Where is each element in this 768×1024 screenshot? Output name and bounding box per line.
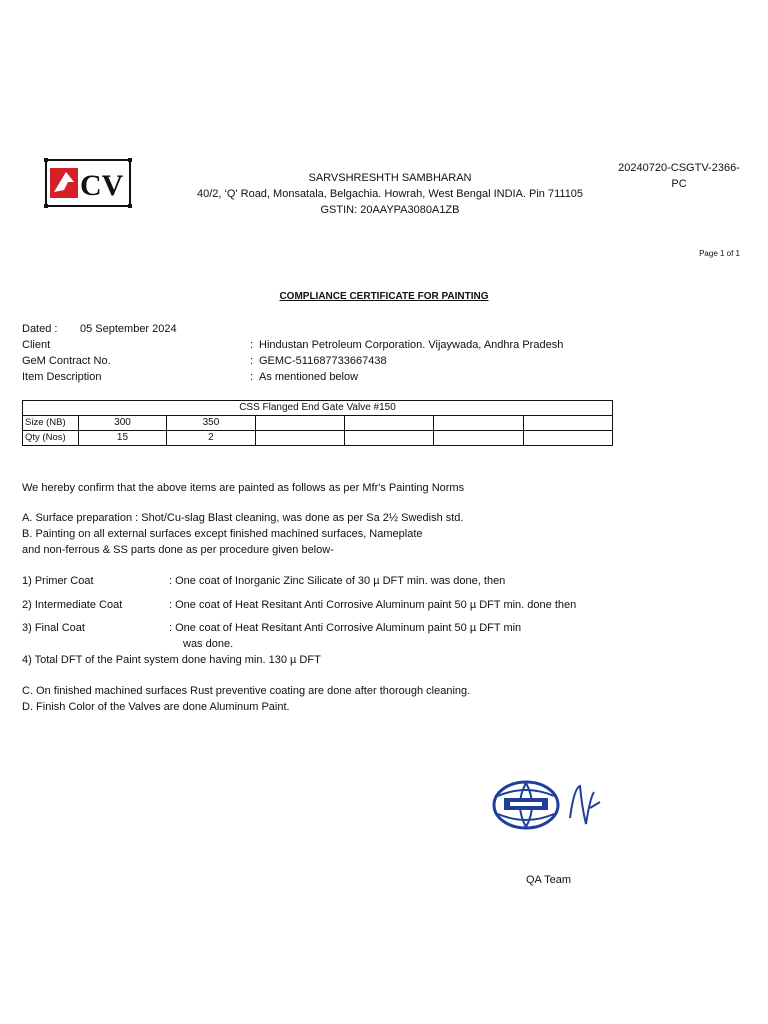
- client-label: Client: [22, 339, 51, 351]
- company-address: 40/2, ‘Q' Road, Monsatala, Belgachia. Howrah, West Bengal INDIA. Pin 711105: [196, 188, 584, 200]
- certificate-reference: [612, 160, 746, 192]
- dated-label: Dated :: [22, 323, 58, 335]
- qty-cell: [434, 431, 523, 446]
- size-cell: [434, 416, 523, 431]
- item-description-colon: :: [250, 371, 254, 383]
- intermediate-coat-label: 2) Intermediate Coat: [22, 599, 123, 611]
- size-cell: 300: [78, 416, 166, 431]
- final-coat-label: 3) Final Coat: [22, 622, 85, 634]
- final-coat-text-line-2: was done.: [183, 638, 234, 650]
- rust-preventive-note: C. On finished machined surfaces Rust preventive coating are done after thorough cleaning.: [22, 685, 471, 697]
- qty-cell: [344, 431, 433, 446]
- client-value: Hindustan Petroleum Corporation. Vijaywada, Andhra Pradesh: [259, 339, 564, 351]
- qty-cell: [523, 431, 612, 446]
- size-cell: [344, 416, 433, 431]
- table-row: [23, 416, 613, 431]
- reference-line-1: 20240720-CSGTV-2366-: [618, 162, 740, 174]
- table-heading: CSS Flanged End Gate Valve #150: [23, 401, 613, 416]
- reference-line-2: PC: [671, 178, 687, 190]
- qa-stamp-signature: [490, 778, 610, 834]
- items-table: [22, 400, 613, 446]
- painting-scope-line-1: B. Painting on all external surfaces except finished machined surfaces, Nameplate: [22, 528, 423, 540]
- company-name: SARVSHRESHTH SAMBHARAN: [308, 172, 472, 184]
- company-header: [140, 170, 640, 218]
- page-number: Page 1 of 1: [699, 249, 740, 258]
- document-title: COMPLIANCE CERTIFICATE FOR PAINTING: [279, 291, 489, 302]
- primer-coat-label: 1) Primer Coat: [22, 575, 94, 587]
- qty-label: Qty (Nos): [23, 431, 79, 446]
- total-dft: 4) Total DFT of the Paint system done having min. 130 µ DFT: [22, 654, 321, 666]
- final-coat-text-line-1: : One coat of Heat Resitant Anti Corrosive Aluminum paint 50 µ DFT min: [169, 622, 522, 634]
- size-cell: [523, 416, 612, 431]
- confirmation-text: We hereby confirm that the above items are painted as follows as per Mfr's Painting Norms: [22, 482, 465, 494]
- painting-scope-line-2: and non-ferrous & SS parts done as per procedure given below-: [22, 544, 334, 556]
- signoff: QA Team: [526, 874, 572, 886]
- contract-value: GEMC-511687733667438: [259, 355, 387, 367]
- primer-coat-text: : One coat of Inorganic Zinc Silicate of 30 µ DFT min. was done, then: [169, 575, 506, 587]
- qty-cell: 2: [167, 431, 255, 446]
- logo-text: CV: [80, 169, 124, 202]
- table-heading-row: [23, 401, 613, 416]
- size-cell: [255, 416, 344, 431]
- qty-cell: [255, 431, 344, 446]
- contract-label: GeM Contract No.: [22, 355, 111, 367]
- size-label: Size (NB): [23, 416, 79, 431]
- company-logo: [44, 158, 132, 208]
- intermediate-coat-text: : One coat of Heat Resitant Anti Corrosive Aluminum paint 50 µ DFT min. done then: [169, 599, 577, 611]
- contract-colon: :: [250, 355, 254, 367]
- qty-cell: 15: [78, 431, 166, 446]
- table-row: [23, 431, 613, 446]
- item-description-label: Item Description: [22, 371, 102, 383]
- finish-color-note: D. Finish Color of the Valves are done Aluminum Paint.: [22, 701, 290, 713]
- surface-preparation: A. Surface preparation : Shot/Cu-slag Blast cleaning, was done as per Sa 2½ Swedish std.: [22, 512, 464, 524]
- dated-value: 05 September 2024: [80, 323, 177, 335]
- item-description-value: As mentioned below: [259, 371, 359, 383]
- size-cell: 350: [167, 416, 255, 431]
- company-gstin: GSTIN: 20AAYPA3080A1ZB: [320, 204, 460, 216]
- client-colon: :: [250, 339, 254, 351]
